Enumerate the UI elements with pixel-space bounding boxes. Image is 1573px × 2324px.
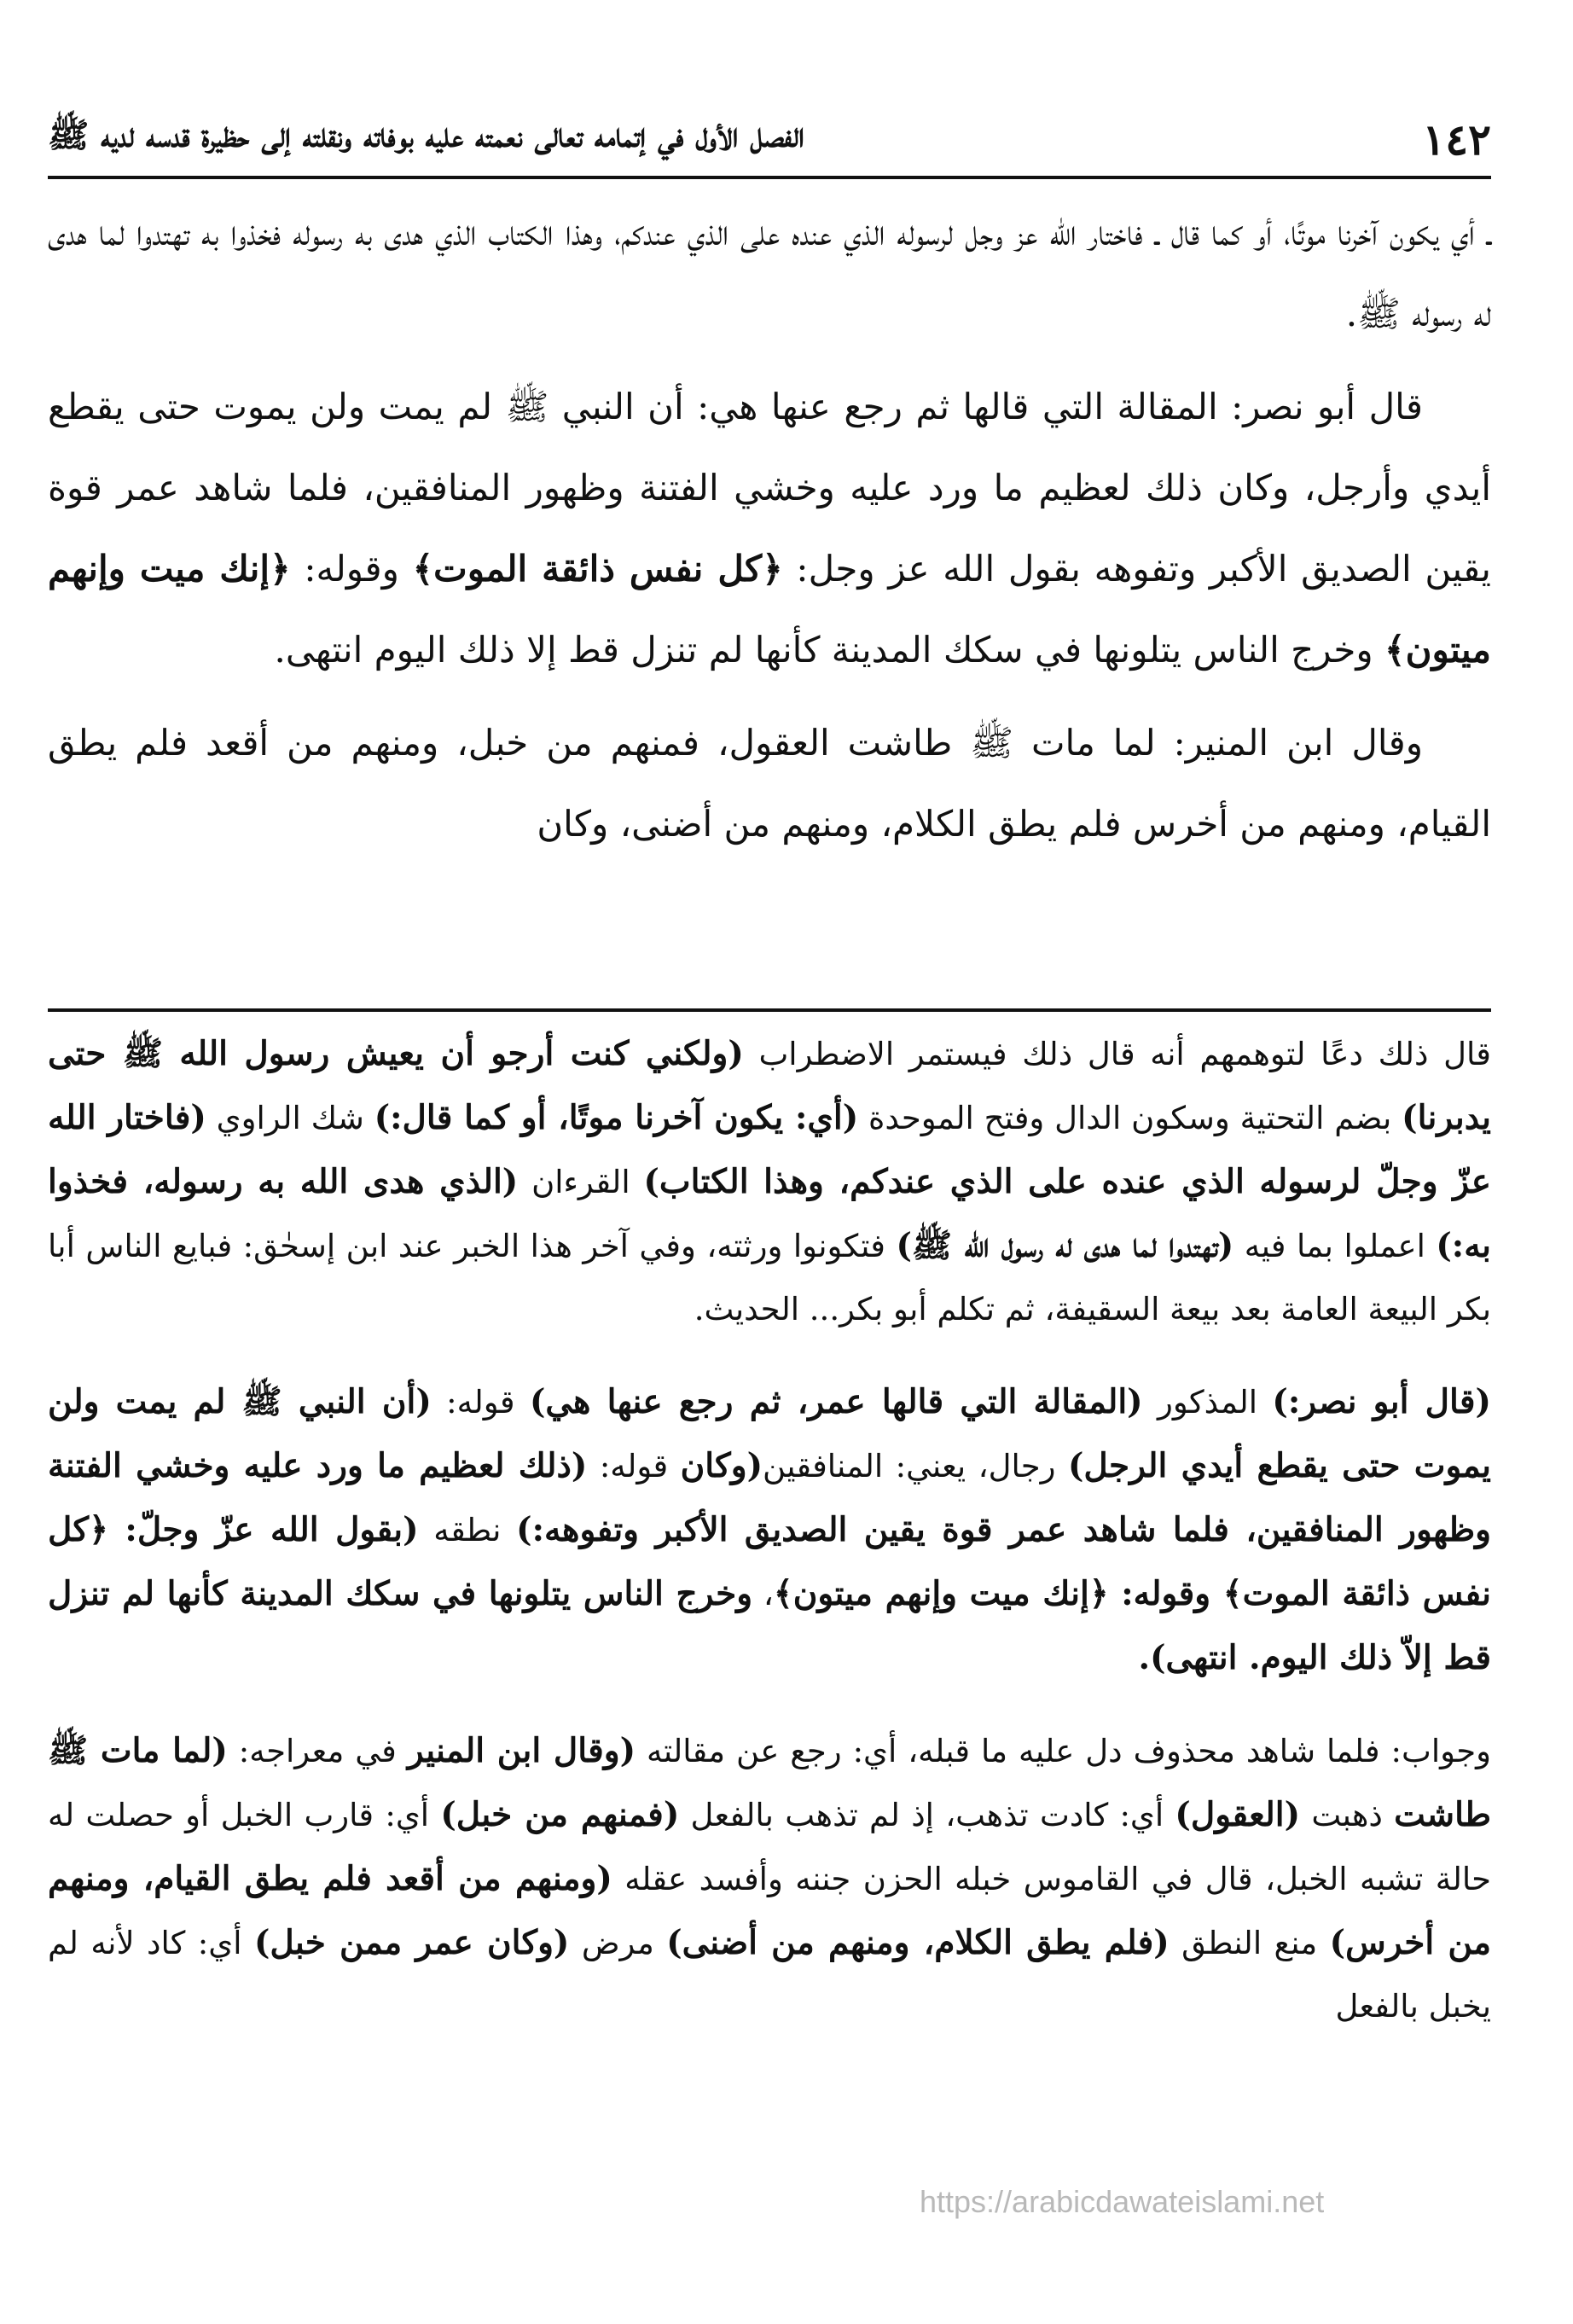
commentary-quote: (قال أبو نصر:) [1272, 1382, 1491, 1421]
commentary-quote: (أن النبي ﷺ لم يمت ولن يموت حتى يقطع أيدي الرجل) [48, 1382, 1492, 1485]
commentary-text: في معراجه: [227, 1733, 408, 1769]
page-number: ١٤٢ [1422, 113, 1491, 165]
commentary-quote: وخرج الناس يتلونها في سكك المدينة كأنها لم تنزل قط إلاّ ذلك اليوم. انتهى). [48, 1574, 1491, 1677]
main-text [48, 192, 1491, 876]
commentary-quote: (أي: يكون آخرنا موتًا، أو كما قال:) [374, 1098, 859, 1137]
commentary-text: أي: قارب الخبل أو حصلت له حالة تشبه الخبل، قال في القاموس خبله الحزن جننه وأفسد عقله [48, 1797, 1492, 1897]
commentary-quote: (ومنهم من أقعد فلم يطق القيام، ومنهم من أخرس) [48, 1859, 1492, 1962]
commentary-quote: (فاختار الله عزّ وجلّ لرسوله الذي عنده على الذي عندكم، وهذا الكتاب) [48, 1098, 1491, 1201]
commentary-text: فتكونوا ورثته، وفي آخر هذا الخبر عند ابن إسحٰق: فبايع الناس أبا بكر البيعة العامة بعد بيعة السقيفة، ثم تكلم أبو بكر... الحديث. [48, 1228, 1491, 1328]
commentary [48, 1022, 1491, 2067]
paragraph-2-part: وخرج الناس يتلونها في سكك المدينة كأنها لم تنزل قط إلا ذلك اليوم انتهى. [274, 629, 1384, 671]
commentary-quote: (لما مات ﷺ طاشت [48, 1731, 1491, 1834]
commentary-text: شك الراوي [206, 1100, 374, 1136]
commentary-quote: (وقال ابن المنير [407, 1731, 636, 1770]
commentary-text: المذكور [1142, 1384, 1273, 1421]
commentary-text: القرءان [518, 1164, 644, 1200]
quran-verse: ﴿كل نفس ذائقة الموت﴾ [412, 548, 783, 590]
commentary-text: قوله: [431, 1384, 530, 1421]
paragraph-3: وقال ابن المنير: لما مات ﷺ طاشت العقول، فمنهم من خبل، ومنهم من أقعد فلم يطق القيام، ومنهم من أخرس فلم يطق الكلام، ومنهم من أضنى، وكان [48, 722, 1491, 845]
commentary-quote: (فلم يطق الكلام، ومنهم من أضنى) [666, 1923, 1170, 1962]
commentary-text: بضم التحتية وسكون الدال وفتح الموحدة [858, 1100, 1402, 1136]
page-header [48, 102, 1491, 179]
commentary-text: اعملوا بما فيه [1233, 1228, 1437, 1264]
quran-verse: ﴿إنك ميت وإنهم ميتون﴾ [48, 548, 1491, 671]
commentary-quote: (المقالة التي قالها عمر، ثم رجع عنها هي) [529, 1382, 1143, 1421]
commentary-quote: (وكان عمر ممن خبل) [253, 1923, 570, 1962]
paragraph-2-part: قال أبو نصر: المقالة التي قالها ثم رجع عنها هي: أن النبي ﷺ لم يمت ولن يموت حتى يقطع أيدي وأرجل، وكان ذلك لعظيم ما ورد عليه وخشي الفتنة وظهور المنافقين، فلما شاهد عمر قوة يقين الصديق الأكبر وتفوهه بقول الله عز وجل: [48, 386, 1491, 590]
paragraph-1: ـ أي يكون آخرنا موتًا، أو كما قال ـ فاختار الله عز وجل لرسوله الذي عنده على الذي عندكم، وهذا الكتاب الذي هدى به رسوله فخذوا به تهتدوا لما هدى له رسوله ﷺ. [48, 212, 1491, 334]
commentary-quote: (تهتدوا لما هدى له رسول الله ﷺ) [896, 1226, 1234, 1265]
commentary-text: نطقه [418, 1512, 517, 1548]
commentary-quote: (فمنهم من خبل) [440, 1795, 680, 1834]
commentary-paragraph-2 [48, 1370, 1491, 1690]
paragraph-2 [48, 366, 1491, 690]
commentary-paragraph-3 [48, 1719, 1491, 2038]
commentary-quote: (العقول) [1175, 1795, 1301, 1834]
paragraph-2-part: وقوله: [290, 548, 413, 590]
commentary-quote: (ذلك لعظيم ما ورد عليه وخشي الفتنة وظهور المنافقين، فلما شاهد عمر قوة يقين الصديق الأكبر وتفوهه:) [48, 1446, 1491, 1549]
commentary-text: أي: كادت تذهب، إذ لم تذهب بالفعل [679, 1797, 1175, 1833]
commentary-text: رجال، يعني: المنافقين [763, 1448, 1068, 1484]
watermark-url: https://arabicdawateislami.net [920, 2184, 1325, 2219]
commentary-quote: (ولكني كنت أرجو أن يعيش رسول الله ﷺ حتى يدبرنا) [48, 1034, 1492, 1137]
commentary-text: منع النطق [1169, 1925, 1330, 1961]
running-title: الفصل الأول في إتمامه تعالى نعمته عليه بوفاته ونقلته إلى حظيرة قدسه لديه ﷺ [48, 115, 804, 155]
commentary-text: وجواب: فلما شاهد محذوف دل عليه ما قبله، أي: رجع عن مقالته [636, 1733, 1491, 1769]
commentary-quote: (وكان [680, 1446, 763, 1485]
commentary-quote: (بقول الله عزّ وجلّ: ﴿كل نفس ذائقة الموت﴾ وقوله: ﴿إنك ميت وإنهم ميتون﴾ [48, 1510, 1491, 1613]
commentary-text: ذهبت [1300, 1797, 1395, 1833]
commentary-text: أي: كاد لأنه لم يخبل بالفعل [48, 1925, 1491, 2025]
commentary-quote: (الذي هدى الله به رسوله، فخذوا به:) [48, 1162, 1491, 1265]
commentary-text: مرض [569, 1925, 667, 1961]
commentary-text: قال ذلك دعًا لتوهمهم أنه قال ذلك فيستمر الاضطراب [743, 1036, 1491, 1072]
commentary-text: ، [752, 1576, 774, 1612]
footnote-divider [48, 1008, 1491, 1012]
commentary-text: قوله: [587, 1448, 681, 1484]
commentary-paragraph-1 [48, 1022, 1491, 1341]
